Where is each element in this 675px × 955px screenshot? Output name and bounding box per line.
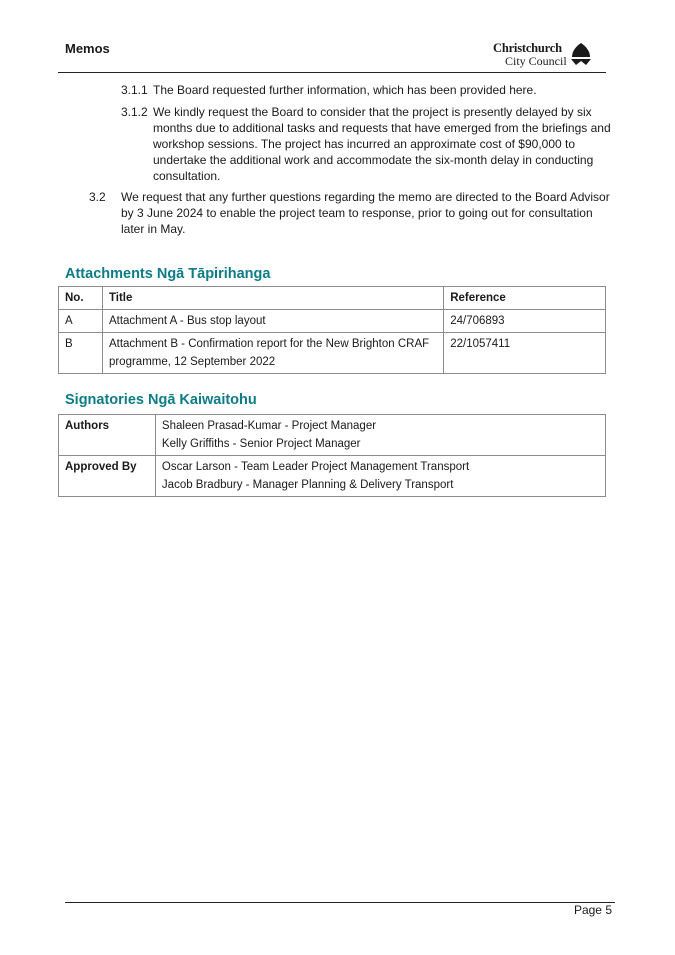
signatory-name: Kelly Griffiths - Senior Project Manager bbox=[161, 438, 361, 450]
signatory-name: Jacob Bradbury - Manager Planning & Delivery Transport bbox=[161, 479, 454, 491]
item-number: 3.1.1 bbox=[121, 83, 148, 97]
attachment-title: Attachment B - Confirmation report for the New Brighton CRAF programme, 12 September 2022 bbox=[102, 333, 443, 374]
item-text: We request that any further questions regarding the memo are directed to the Board Advisor by 3 June 2024 to enable the project team to response, prior to going out for consultation later in May. bbox=[121, 190, 610, 236]
page-number: Page 5 bbox=[573, 903, 612, 917]
attachment-no: A bbox=[59, 310, 103, 333]
footer-divider bbox=[65, 902, 615, 903]
logo-text-line1: Christchurch bbox=[493, 41, 562, 55]
item-text: The Board requested further information, which has been provided here. bbox=[153, 83, 537, 97]
approved-cell bbox=[155, 456, 605, 497]
attachment-reference: 22/1057411 bbox=[444, 333, 606, 374]
column-header: Title bbox=[102, 287, 443, 310]
table-row bbox=[59, 310, 606, 333]
approved-by-label: Approved By bbox=[59, 456, 156, 497]
signatories-heading: Signatories Ngā Kaiwaitohu bbox=[65, 392, 257, 408]
column-header: Reference bbox=[444, 287, 606, 310]
signatory-name: Oscar Larson - Team Leader Project Management Transport bbox=[161, 461, 470, 473]
table-header-row bbox=[59, 287, 606, 310]
column-header: No. bbox=[59, 287, 103, 310]
item-number: 3.2 bbox=[89, 190, 106, 204]
header-divider bbox=[58, 72, 606, 73]
item-number: 3.1.2 bbox=[121, 105, 148, 119]
attachment-title: Attachment A - Bus stop layout bbox=[102, 310, 443, 333]
attachments-heading: Attachments Ngā Tāpirihanga bbox=[65, 266, 271, 282]
signatory-name: Shaleen Prasad-Kumar - Project Manager bbox=[161, 420, 377, 432]
attachment-no: B bbox=[59, 333, 103, 374]
logo-text-line2: City Council bbox=[505, 54, 567, 68]
cathedral-icon bbox=[570, 42, 592, 66]
item-text: We kindly request the Board to consider that the project is presently delayed by six months due to additional tasks and requests that have emerged from the briefings and workshop sessions. The project has incurred an approximate cost of $90,000 to undertake the additional work and accommodate the six-month delay in conducting consultation. bbox=[153, 105, 611, 183]
page-header-title: Memos bbox=[65, 41, 110, 56]
attachment-reference: 24/706893 bbox=[444, 310, 606, 333]
attachments-table bbox=[58, 286, 606, 374]
table-row bbox=[59, 415, 606, 456]
table-row bbox=[59, 333, 606, 374]
authors-cell bbox=[155, 415, 605, 456]
table-row bbox=[59, 456, 606, 497]
authors-label: Authors bbox=[59, 415, 156, 456]
signatories-table bbox=[58, 414, 606, 497]
council-logo bbox=[493, 41, 597, 67]
